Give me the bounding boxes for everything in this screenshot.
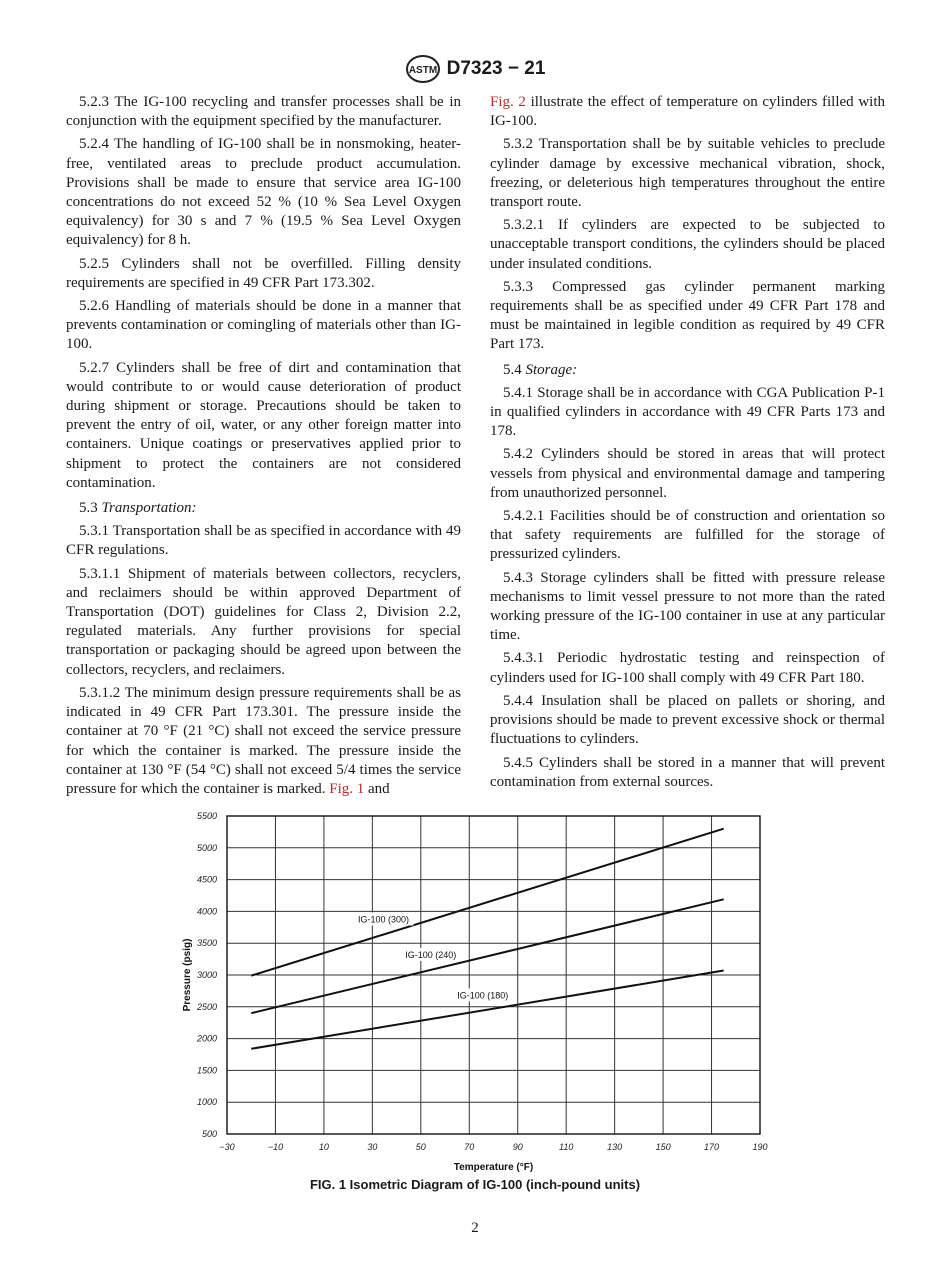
- paragraph-5-2-3: 5.2.3 The IG-100 recycling and transfer processes shall be in conjunction with the equipment specified by the manufacturer.: [66, 94, 461, 130]
- y-tick-label: 4500: [196, 874, 217, 885]
- paragraph-5-2-6: 5.2.6 Handling of materials should be done in a manner that prevents contamination or comingling of materials other than IG-100.: [66, 298, 461, 353]
- y-tick-label: 1000: [196, 1097, 217, 1108]
- y-tick-label: 3500: [196, 938, 217, 949]
- left-column: [66, 93, 461, 803]
- y-tick-label: 1500: [196, 1065, 217, 1076]
- series-line: [251, 971, 723, 1049]
- series-label: IG-100 (240): [405, 949, 457, 960]
- paragraph-5-3-1-1: 5.3.1.1 Shipment of materials between collectors, recyclers, and reclaimers should be within approved Department of Transportation (DOT) guidelines for Class 2, Division 2.2, regulated materials. Any further provisions for special transportation or packaging should be agreed upon between the collectors, recyclers, and reclaimers.: [66, 565, 461, 678]
- paragraph-5-2-7: 5.2.7 Cylinders shall be free of dirt and contamination that would contribute to or would cause deterioration of product during shipment or storage. Precautions should be taken to prevent the entry of oil, water, or any other foreign matter into containers. Unique coatings or preservatives applied prior to shipment to protect the containers are not considered contamination.: [66, 359, 461, 491]
- paragraph-continued: Fig. 2 illustrate the effect of temperature on cylinders filled with IG-100.: [490, 94, 885, 130]
- fig-2-link[interactable]: Fig. 2: [490, 94, 526, 110]
- paragraph-5-3-2-1: 5.3.2.1 If cylinders are expected to be subjected to unacceptable transport conditions, the cylinders should be placed under insulated conditions.: [490, 217, 885, 272]
- y-tick-label: 4000: [196, 906, 217, 917]
- y-tick-label: 3000: [196, 970, 217, 980]
- section-5-3-heading: 5.3 Transportation:: [79, 500, 197, 517]
- y-tick-label: 2000: [196, 1033, 217, 1044]
- x-tick-label: 10: [318, 1142, 329, 1152]
- paragraph-5-4-5: 5.4.5 Cylinders shall be stored in a manner that will prevent contamination from external sources.: [490, 754, 885, 790]
- paragraph-5-4-2-1: 5.4.2.1 Facilities should be of construction and orientation so that safety requirements are fulfilled for the storage of pressurized cylinders.: [490, 508, 885, 563]
- x-tick-label: −30: [219, 1142, 235, 1152]
- series-label: IG-100 (180): [457, 990, 509, 1001]
- right-column: [490, 93, 885, 796]
- x-tick-label: 30: [367, 1142, 378, 1152]
- paragraph-5-3-3: 5.3.3 Compressed gas cylinder permanent marking requirements shall be as specified under 49 CFR Part 178 and must be maintained in legible condition as required by 49 CFR Part 173.: [490, 278, 885, 353]
- pressure-temperature-chart: [170, 800, 780, 1180]
- paragraph-5-4-4: 5.4.4 Insulation shall be placed on pallets or shoring, and provisions should be made to prevent excessive shock or thermal fluctuations to cylinders.: [490, 692, 885, 748]
- section-5-4-heading: 5.4 Storage:: [503, 361, 578, 378]
- page-number: 2: [471, 1220, 479, 1236]
- x-axis-label: Temperature (°F): [453, 1162, 534, 1173]
- x-tick-label: 70: [464, 1142, 475, 1152]
- x-tick-label: 150: [655, 1142, 671, 1152]
- y-tick-label: 500: [201, 1129, 217, 1139]
- x-tick-label: 90: [512, 1142, 523, 1152]
- paragraph-5-2-4: 5.2.4 The handling of IG-100 shall be in nonsmoking, heater-free, ventilated areas to preclude product accumulation. Provisions shall be made to ensure that service area IG-100 concentrations do not exceed 52 % (10 % Sea Level Oxygen equivalency) for 30 s and 7 % (19.5 % Sea Level Oxygen equivalency) for 8 h.: [66, 136, 461, 249]
- y-tick-label: 5500: [196, 811, 217, 821]
- fig-1-link[interactable]: Fig. 1: [329, 780, 365, 797]
- y-tick-label: 2500: [196, 1001, 217, 1012]
- y-tick-label: 5000: [196, 842, 217, 853]
- x-tick-label: 130: [607, 1142, 623, 1152]
- svg-text:ASTM: ASTM: [408, 65, 437, 76]
- figure-caption: FIG. 1 Isometric Diagram of IG-100 (inch-pound units): [309, 1177, 641, 1192]
- paragraph-5-4-3: 5.4.3 Storage cylinders shall be fitted with pressure release mechanisms to limit vessel pressure to not more than the rated working pressure of the IG-100 container in use at any particular time.: [490, 569, 885, 644]
- paragraph-5-3-1: 5.3.1 Transportation shall be as specified in accordance with 49 CFR regulations.: [66, 523, 461, 559]
- paragraph-5-4-3-1: 5.4.3.1 Periodic hydrostatic testing and reinspection of cylinders used for IG-100 shall comply with 49 CFR Part 180.: [490, 650, 885, 686]
- x-tick-label: 110: [559, 1142, 574, 1152]
- x-tick-label: −10: [267, 1142, 284, 1152]
- paragraph-5-4-2: 5.4.2 Cylinders should be stored in areas that will protect vessels from physical and environmental damage and tampering from unauthorized personnel.: [490, 446, 885, 501]
- paragraph-5-3-2: 5.3.2 Transportation shall be by suitable vehicles to preclude cylinder damage by excessive mechanical vibration, shock, freezing, or deleterious high temperatures throughout the entire transport route.: [490, 136, 885, 211]
- y-axis-label: Pressure (psig): [182, 938, 193, 1012]
- paragraph-5-4-1: 5.4.1 Storage shall be in accordance with CGA Publication P-1 in qualified cylinders in accordance with 49 CFR Parts 173 and 178.: [490, 384, 885, 440]
- page-header: [0, 54, 950, 84]
- x-tick-label: 190: [752, 1142, 768, 1152]
- astm-logo-icon: [405, 54, 441, 84]
- document-designation: D7323 − 21: [446, 58, 546, 79]
- x-tick-label: 170: [704, 1142, 720, 1152]
- paragraph-5-3-1-2: 5.3.1.2 The minimum design pressure requirements shall be as indicated in 49 CFR Part 173.301. The pressure inside the container at 70 °F (21 °C) shall not exceed the service pressure for which the container is marked. The pressure inside the container at 130 °F (54 °C) shall not exceed 5/4 times the service pressure for which the container is marked. Fig. 1 and: [66, 684, 461, 797]
- paragraph-5-2-5: 5.2.5 Cylinders shall not be overfilled. Filling density requirements are specified in 49 CFR Part 173.302.: [66, 255, 461, 291]
- series-label: IG-100 (300): [357, 914, 410, 925]
- series-line: [251, 829, 723, 976]
- x-tick-label: 50: [415, 1142, 426, 1152]
